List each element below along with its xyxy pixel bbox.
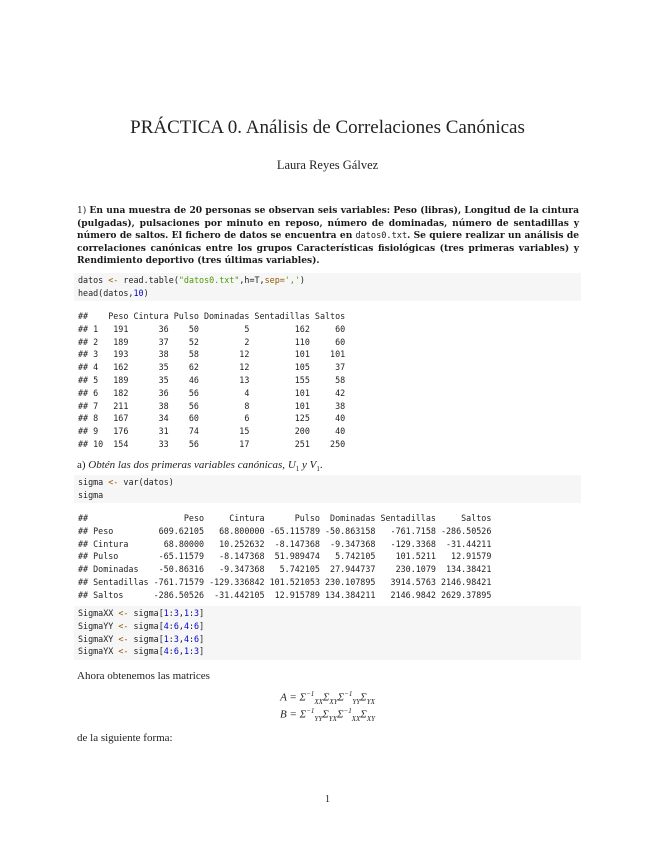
table-row [78, 400, 581, 413]
table-cell: 2 [244, 336, 250, 347]
table-cell: 189 [113, 336, 129, 347]
eq-lhs: A = Σ [280, 691, 307, 704]
code-token: sigma [78, 489, 104, 500]
code-block-submatrices [74, 606, 581, 660]
table-row [78, 576, 581, 589]
table-row [78, 589, 581, 602]
table-cell: 68.80000 [163, 538, 205, 549]
table-cell: 2629.37895 [440, 589, 492, 600]
table-cell: ## [78, 513, 89, 523]
table-cell: 60 [335, 336, 346, 347]
code-token: sigma [78, 477, 104, 487]
table-cell: 230.1079 [395, 564, 436, 575]
code-token: , [178, 633, 184, 644]
table-cell: Sentadillas [380, 513, 436, 523]
table-header [78, 512, 581, 525]
code-token: <- [118, 646, 129, 657]
code-token: 1 [183, 646, 189, 657]
code-token: 1 [183, 608, 189, 618]
code-token: sigma[ [133, 608, 164, 618]
problem-text-a: En una muestra de 20 personas se observan seis variables: Peso (libras), Longitud de la cintura (pulgadas), pulsaciones por minuto en reposo, número de dominadas, número de sentadillas y número de saltos. El fichero de datos se encuentra en [77, 205, 579, 241]
math-v: V [309, 459, 317, 471]
table-cell: -31.44211 [446, 538, 492, 549]
table-cell: -129.336842 [209, 576, 265, 587]
table-cell: Saltos [314, 311, 346, 321]
table-cell: 101 [330, 349, 346, 360]
table-cell: 134.384211 [325, 589, 376, 600]
table-cell: -65.11579 [158, 551, 205, 562]
table-cell: 37 [158, 336, 169, 347]
table-row [78, 374, 581, 387]
part-a-label: a) [77, 459, 86, 471]
table-cell: 12.91579 [451, 551, 492, 562]
table-cell: 110 [294, 336, 310, 347]
table-row [78, 538, 581, 551]
code-token: 6 [194, 620, 200, 631]
table-cell: 60 [335, 323, 346, 334]
code-token: 3 [194, 608, 200, 618]
table-cell: ## Peso [78, 525, 114, 536]
table-cell: 125 [294, 413, 310, 424]
table-cell: -50.863158 [325, 525, 376, 536]
table-cell: -761.71579 [153, 576, 205, 587]
table-row [78, 412, 581, 425]
table-cell: ## 8 [78, 413, 99, 424]
code-token: 10 [133, 287, 144, 298]
code-token: <- [118, 620, 129, 631]
table-cell: 230.107895 [325, 576, 376, 587]
table-cell: 38 [335, 400, 346, 411]
table-cell: 56 [188, 400, 199, 411]
table-cell: 38 [158, 349, 169, 360]
code-token: 4 [163, 620, 169, 631]
table-cell: 101 [294, 400, 310, 411]
table-cell: Pulso [173, 311, 199, 321]
table-cell: 200 [294, 426, 310, 437]
code-token: : [168, 620, 174, 631]
table-cell: -761.7158 [390, 525, 436, 536]
table-cell: 17 [239, 438, 250, 449]
code-token: SigmaYY [78, 620, 114, 631]
table-cell: 101.521053 [269, 576, 320, 587]
table-cell: 134.38421 [446, 564, 492, 575]
code-token: 1 [163, 608, 169, 618]
table-cell: -129.3368 [390, 538, 436, 549]
problem-number: 1) [77, 206, 87, 216]
code-token: 1 [163, 633, 169, 644]
table-cell: ## 6 [78, 387, 99, 398]
table-cell: ## 3 [78, 349, 99, 360]
table-cell: 101 [294, 387, 310, 398]
table-cell: 2146.9842 [390, 589, 436, 600]
code-line [78, 645, 581, 658]
code-line [78, 607, 581, 620]
table-cell: Cintura [133, 311, 169, 321]
part-a-question [77, 459, 323, 473]
table-cell: ## 7 [78, 400, 99, 411]
code-token: ) [143, 287, 149, 298]
table-header [78, 310, 581, 323]
table-cell: 2146.98421 [440, 576, 492, 587]
table-cell: ## [78, 311, 89, 321]
table-cell: 40 [335, 426, 346, 437]
code-token: datos [78, 275, 104, 285]
table-cell: ## Pulso [78, 551, 119, 562]
table-cell: ## 4 [78, 362, 99, 373]
code-token: <- [108, 275, 119, 285]
code-token: 6 [173, 620, 179, 631]
table-row [78, 425, 581, 438]
table-cell: 52 [188, 336, 199, 347]
code-token: <- [108, 477, 119, 487]
code-block-read [74, 273, 581, 301]
code-token: 6 [194, 633, 200, 644]
sigma-output [78, 512, 581, 602]
table-cell: 31 [158, 426, 169, 437]
head-output [78, 310, 581, 451]
code-line [78, 620, 581, 633]
page-number: 1 [325, 794, 330, 805]
equation-b: $B = \Sigma^{-1}_{YY}\Sigma_{YX}\Sigma^{-1}_{XX}\Sigma_{XY}$ [280, 707, 375, 723]
table-cell: ## Sentadillas [78, 576, 149, 587]
table-cell: 155 [294, 374, 310, 385]
code-token: sigma[ [133, 646, 164, 657]
code-token: "datos0.txt" [178, 275, 240, 285]
code-token: 3 [173, 608, 179, 618]
matrices-intro: Ahora obtenemos las matrices [77, 670, 210, 682]
problem-statement [77, 205, 579, 268]
code-token: sep= [264, 275, 285, 285]
table-cell: 56 [188, 387, 199, 398]
math-sub: 1 [316, 465, 320, 474]
table-cell: -65.115789 [269, 525, 320, 536]
table-row [78, 438, 581, 451]
part-a-end: . [319, 459, 323, 471]
table-cell: 34 [158, 413, 169, 424]
table-cell: 8 [244, 400, 250, 411]
problem-text-b: . Se quiere realizar un análisis de correlaciones canónicas entre los grupos Características fisiológicas (tres primeras variables) y Rendimiento deportivo (tres últimas variables). [77, 230, 579, 266]
table-cell: 5.742105 [335, 551, 376, 562]
code-block-sigma [74, 475, 581, 503]
table-cell: 35 [158, 374, 169, 385]
table-cell: ## 5 [78, 374, 99, 385]
code-token: ,h=T, [239, 275, 265, 285]
math-sub: 1 [295, 465, 300, 474]
code-token: ) [299, 275, 305, 285]
table-cell: 58 [335, 374, 346, 385]
table-cell: 101.5211 [395, 551, 436, 562]
code-token: : [168, 633, 174, 644]
table-cell: 101 [294, 349, 310, 360]
code-token: : [188, 608, 195, 618]
code-token: 6 [173, 646, 179, 657]
table-cell: -9.347368 [330, 538, 376, 549]
table-cell: -9.347368 [219, 564, 265, 575]
table-cell: 162 [294, 323, 310, 334]
table-cell: ## 2 [78, 336, 99, 347]
table-cell: -50.86316 [158, 564, 205, 575]
code-token: <- [118, 608, 129, 618]
table-cell: 12 [239, 362, 250, 373]
table-cell: 42 [335, 387, 346, 398]
table-cell: 33 [158, 438, 169, 449]
closing-text: de la siguiente forma: [77, 732, 173, 744]
table-cell: -286.50526 [440, 525, 492, 536]
table-cell: 211 [113, 400, 129, 411]
table-cell: 193 [113, 349, 129, 360]
eq-lhs: B = Σ [280, 708, 307, 721]
table-cell: ## Cintura [78, 538, 129, 549]
code-token: var(datos) [123, 477, 174, 487]
code-line [78, 633, 581, 646]
part-a-and: y [302, 459, 307, 471]
table-cell: Peso [183, 513, 205, 523]
table-cell: 46 [188, 374, 199, 385]
page-title: PRÁCTICA 0. Análisis de Correlaciones Canónicas [130, 117, 525, 138]
table-cell: 10.252632 [219, 538, 265, 549]
table-cell: ## 9 [78, 426, 99, 437]
code-token: : [168, 646, 174, 657]
table-cell: ## Saltos [78, 589, 124, 600]
code-token: <- [118, 633, 129, 644]
table-cell: 3914.5763 [390, 576, 436, 587]
part-a-text: Obtén las dos primeras variables canónicas, [88, 459, 286, 471]
table-cell: 27.944737 [330, 564, 376, 575]
table-cell: 191 [113, 323, 129, 334]
code-token: , [178, 620, 184, 631]
table-row [78, 563, 581, 576]
code-token: SigmaYX [78, 646, 114, 657]
table-cell: 105 [294, 362, 310, 373]
table-cell: Peso [108, 311, 129, 321]
code-token: : [168, 608, 174, 618]
code-token: SigmaXX [78, 608, 114, 618]
table-row [78, 387, 581, 400]
table-cell: 609.62105 [158, 525, 205, 536]
code-token: read.table( [123, 275, 179, 285]
table-cell: 4 [244, 387, 250, 398]
table-cell: ## Dominadas [78, 564, 139, 575]
table-cell: 167 [113, 413, 129, 424]
code-token: : [188, 633, 195, 644]
code-token: : [188, 620, 195, 631]
code-token: , [178, 608, 184, 618]
table-cell: 13 [239, 374, 250, 385]
table-cell: 162 [113, 362, 129, 373]
code-token: head(datos, [78, 287, 134, 298]
table-row [78, 323, 581, 336]
table-cell: 50 [188, 323, 199, 334]
table-cell: 36 [158, 323, 169, 334]
table-cell: Saltos [461, 513, 492, 523]
table-cell: 182 [113, 387, 129, 398]
table-cell: 37 [335, 362, 346, 373]
math-u: U [287, 459, 296, 471]
table-cell: Dominadas [330, 513, 376, 523]
table-cell: 35 [158, 362, 169, 373]
code-token: 4 [183, 633, 189, 644]
table-cell: 12 [239, 349, 250, 360]
code-token: : [188, 646, 195, 657]
code-token: 3 [194, 646, 200, 657]
table-cell: -8.147368 [274, 538, 320, 549]
author-name: Laura Reyes Gálvez [276, 158, 379, 172]
table-cell: 62 [188, 362, 199, 373]
code-token: ] [199, 646, 205, 657]
table-cell: 250 [330, 438, 346, 449]
table-cell: Cintura [229, 513, 265, 523]
equation-a: $A = \Sigma^{-1}_{XX}\Sigma_{XY}\Sigma^{-1}_{YY}\Sigma_{YX}$ [280, 690, 375, 706]
table-cell: 15 [239, 426, 250, 437]
table-cell: 154 [113, 438, 129, 449]
table-row [78, 348, 581, 361]
table-cell: 51.989474 [274, 551, 320, 562]
table-cell: Pulso [294, 513, 320, 523]
table-cell: 56 [188, 438, 199, 449]
code-token: , [178, 646, 184, 657]
code-token: ] [199, 633, 205, 644]
table-cell: -286.50526 [153, 589, 205, 600]
table-cell: Sentadillas [254, 311, 310, 321]
code-token: 4 [163, 646, 169, 657]
table-cell: ## 1 [78, 323, 99, 334]
table-cell: 36 [158, 387, 169, 398]
table-row [78, 361, 581, 374]
table-cell: 74 [188, 426, 199, 437]
code-token: sigma[ [133, 633, 164, 644]
problem-file: datos0.txt [355, 231, 408, 241]
table-cell: 189 [113, 374, 129, 385]
code-token: sigma[ [133, 620, 164, 631]
table-cell: 58 [188, 349, 199, 360]
table-cell: 5.742105 [279, 564, 320, 575]
code-token: ] [199, 608, 205, 618]
code-token: ] [199, 620, 205, 631]
table-cell: -8.147368 [219, 551, 265, 562]
table-cell: 251 [294, 438, 310, 449]
table-row [78, 525, 581, 538]
code-token: SigmaXY [78, 633, 114, 644]
table-row [78, 336, 581, 349]
table-cell: 5 [244, 323, 250, 334]
table-cell: 68.800000 [219, 525, 265, 536]
table-cell: 6 [244, 413, 250, 424]
table-cell: 60 [188, 413, 199, 424]
table-cell: 40 [335, 413, 346, 424]
table-cell: Dominadas [204, 311, 250, 321]
table-cell: 38 [158, 400, 169, 411]
table-cell: -31.442105 [214, 589, 265, 600]
code-token: 3 [173, 633, 179, 644]
table-cell: 176 [113, 426, 129, 437]
table-cell: ## 10 [78, 438, 104, 449]
code-token: ',' [284, 275, 300, 285]
table-cell: 12.915789 [274, 589, 320, 600]
table-row [78, 550, 581, 563]
code-token: 4 [183, 620, 189, 631]
